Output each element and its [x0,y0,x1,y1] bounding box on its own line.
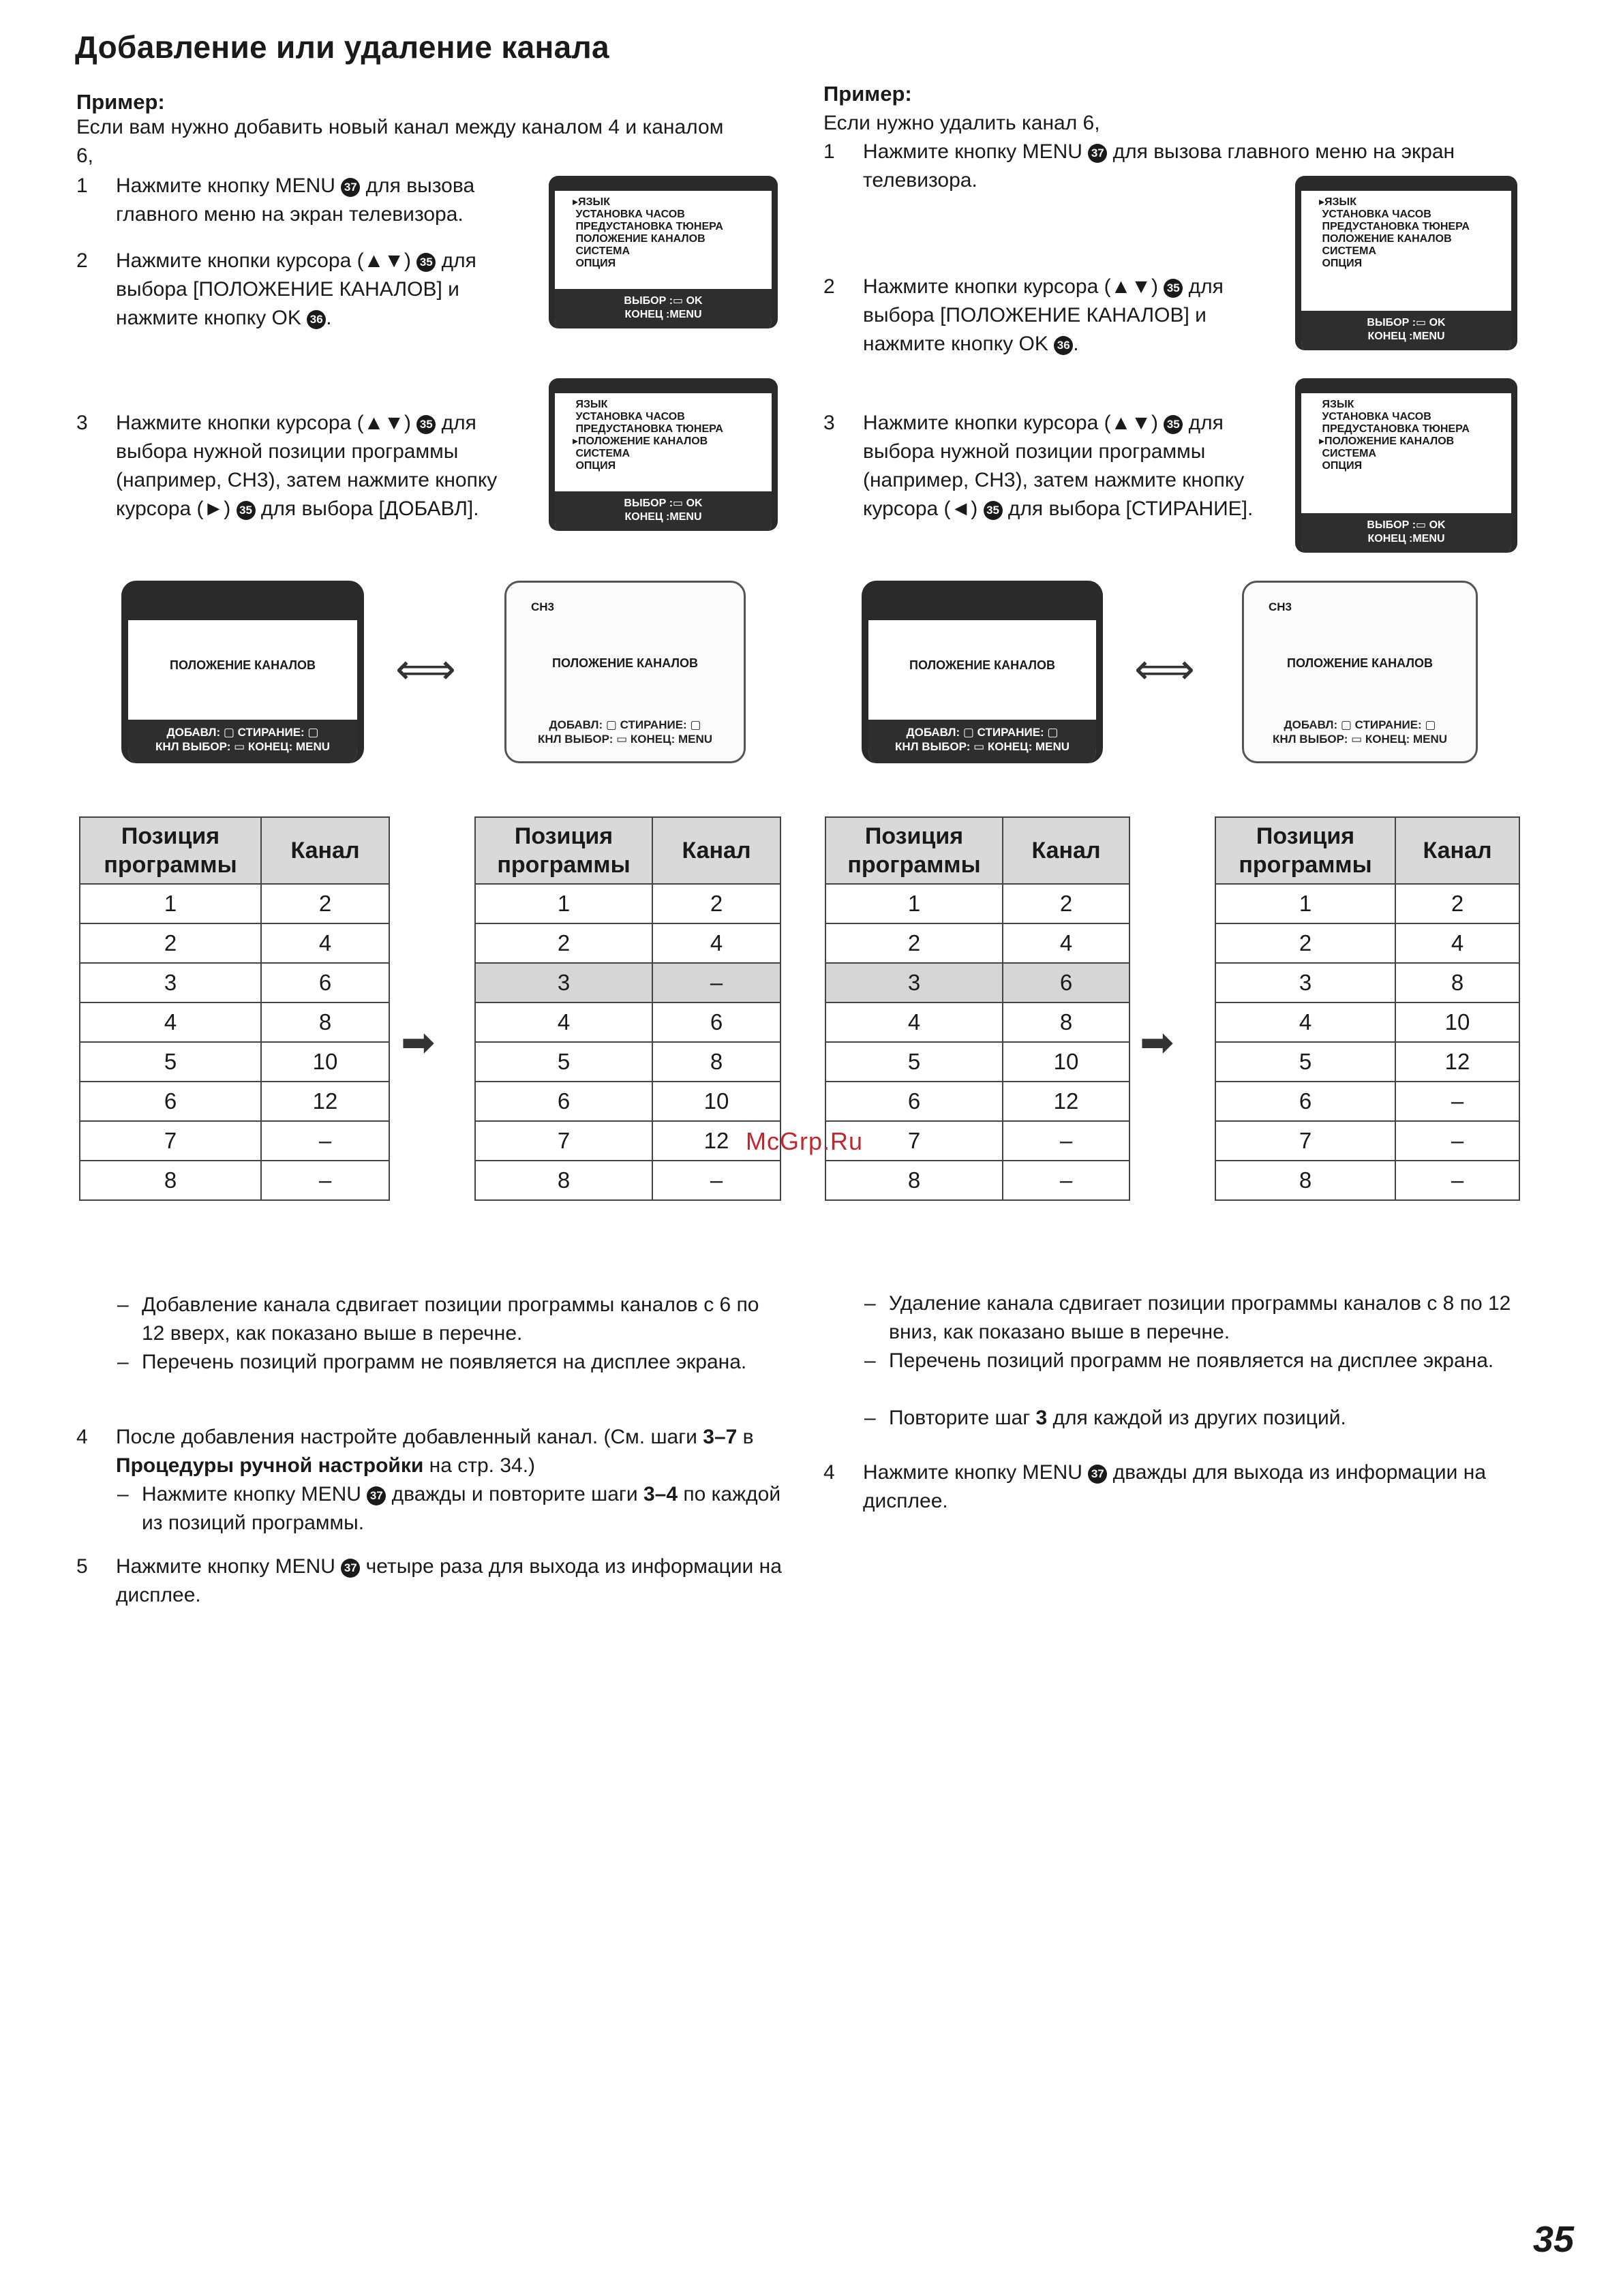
button-35-callout: 35 [237,501,256,520]
table-row: 6 – [1215,1082,1519,1121]
button-37-callout: 37 [1088,144,1107,163]
menu-pointer-icon: ▸ [1319,196,1325,208]
menu-items: ▸ЯЗЫК УСТАНОВКА ЧАСОВ ПРЕДУСТАНОВКА ТЮНЕРА ПОЛОЖЕНИЕ КАНАЛОВ СИСТЕМА ОПЦИЯ [1319,196,1470,269]
button-37-callout: 37 [341,1559,360,1578]
add-step-2: 2 Нажмите кнопки курсора (▲▼) 35 для выбора [ПОЛОЖЕНИЕ КАНАЛОВ] и нажмите кнопку OK 36 . [76,249,476,329]
button-37-callout: 37 [1088,1465,1107,1484]
tv-channel-screen-dark: CH3 ПОЛОЖЕНИЕ КАНАЛОВ ДОБАВЛ: ▢ СТИРАНИЕ: ▢ КНЛ ВЫБОР: ▭ КОНЕЦ: MENU [121,581,364,763]
button-35-callout: 35 [416,415,436,434]
add-intro: Если вам нужно добавить новый канал между каналом 4 и каналом 6, [76,116,724,167]
menu-footer: ВЫБОР :▭ OK КОНЕЦ :MENU [549,289,778,328]
watermark: McGrp.Ru [746,1127,864,1155]
tv-channel-screen-light: CH3 ПОЛОЖЕНИЕ КАНАЛОВ ДОБАВЛ: ▢ СТИРАНИЕ: ▢ КНЛ ВЫБОР: ▭ КОНЕЦ: MENU [1242,581,1478,763]
button-36-callout: 36 [1054,336,1073,355]
table-row: 1 2 [825,884,1129,923]
del-step-2: 2 Нажмите кнопки курсора (▲▼) 35 для выбора [ПОЛОЖЕНИЕ КАНАЛОВ] и нажмите кнопку OK 36 . [823,275,1224,355]
table-row: 3 6 [80,963,389,1002]
table-row: 5 8 [475,1042,780,1082]
table-row: 6 12 [80,1082,389,1121]
del-note-2: – Перечень позиций программ не появляется на дисплее экрана. [864,1349,1494,1372]
tv-channel-screen-light: CH3 ПОЛОЖЕНИЕ КАНАЛОВ ДОБАВЛ: ▢ СТИРАНИЕ: ▢ КНЛ ВЫБОР: ▭ КОНЕЦ: MENU [504,581,746,763]
add-note-1: – Добавление канала сдвигает позиции программы каналов с 6 по 12 вверх, как показано выше в перечне. [117,1294,759,1345]
table-row: 3 8 [1215,963,1519,1002]
table-row: 2 4 [1215,923,1519,963]
del-intro: Если нужно удалить канал 6, [823,112,1100,134]
add-step-3: 3 Нажмите кнопки курсора (▲▼) 35 для выбора нужной позиции программы (например, CH3), затем нажмите кнопку курсора (►) 35 для выбора [ДОБАВЛ]. [76,412,498,520]
add-table-after: Позиция программы Канал 1 2 2 4 3 – 4 6 5 8 6 10 7 12 8 – [474,816,781,1201]
menu-footer: ВЫБОР :▭ OK КОНЕЦ :MENU [1295,311,1517,350]
table-row: 1 2 [1215,884,1519,923]
menu-pointer-icon: ▸ [573,435,579,447]
table-row: 8 – [475,1161,780,1200]
table-row: 5 12 [1215,1042,1519,1082]
add-step-4: 4 После добавления настройте добавленный канал. (См. шаги 3–7 в Процедуры ручной настройки на стр. 34.) [76,1426,754,1477]
table-row: 2 4 [475,923,780,963]
table-row: 7 12 [475,1121,780,1161]
del-example-label: Пример: [823,82,912,106]
table-row: 8 – [80,1161,389,1200]
button-37-callout: 37 [341,178,360,197]
table-row: 7 – [80,1121,389,1161]
add-example-label: Пример: [76,90,165,114]
swap-arrow-icon: ⟺ [1134,646,1195,693]
table-row-highlighted: 3 6 [825,963,1129,1002]
tv-channel-screen-dark: CH3 ПОЛОЖЕНИЕ КАНАЛОВ ДОБАВЛ: ▢ СТИРАНИЕ: ▢ КНЛ ВЫБОР: ▭ КОНЕЦ: MENU [862,581,1103,763]
page-number: 35 [1532,2219,1574,2260]
table-row: 7 – [825,1121,1129,1161]
menu-pointer-icon: ▸ [573,196,579,208]
table-row: 5 10 [80,1042,389,1082]
add-step-5: 5 Нажмите кнопку MENU 37 четыре раза для выхода из информации на дисплее. [76,1555,782,1606]
add-step-4-note: – Нажмите кнопку MENU 37 дважды и повторите шаги 3–4 по каждой из позиций программы. [117,1483,781,1534]
right-arrow-icon: ➡ [401,1020,436,1065]
button-35-callout: 35 [1164,279,1183,298]
add-table-before: Позиция программы Канал 1 2 2 4 3 6 4 8 5 10 6 12 7 – 8 – [79,816,390,1201]
add-step-1: 1 Нажмите кнопку MENU 37 для вызова главного меню на экран телевизора. [76,174,475,226]
table-row: 4 10 [1215,1002,1519,1042]
table-row: 1 2 [80,884,389,923]
table-row: 5 10 [825,1042,1129,1082]
menu-items: ▸ЯЗЫК УСТАНОВКА ЧАСОВ ПРЕДУСТАНОВКА ТЮНЕРА ПОЛОЖЕНИЕ КАНАЛОВ СИСТЕМА ОПЦИЯ [573,196,723,269]
button-35-callout: 35 [984,501,1003,520]
table-row: 1 2 [475,884,780,923]
table-row: 4 6 [475,1002,780,1042]
del-step-3: 3 Нажмите кнопки курсора (▲▼) 35 для выбора нужной позиции программы (например, CH3), затем нажмите кнопку курсора (◄) 35 для выбора [СТИРАНИЕ]. [823,412,1254,520]
tv-menu-screen: МЕНЮ ▸ЯЗЫК УСТАНОВКА ЧАСОВ ПРЕДУСТАНОВКА ТЮНЕРА ПОЛОЖЕНИЕ КАНАЛОВ СИСТЕМА ОПЦИЯ ВЫБОР :▭ OK КОНЕЦ :MENU [549,176,778,328]
table-row: 6 12 [825,1082,1129,1121]
right-arrow-icon: ➡ [1140,1020,1174,1065]
table-row: 8 – [825,1161,1129,1200]
table-row: 7 – [1215,1121,1519,1161]
button-36-callout: 36 [307,310,326,329]
button-35-callout: 35 [1164,415,1183,434]
tv-menu-screen: МЕНЮ ▸ЯЗЫК УСТАНОВКА ЧАСОВ ПРЕДУСТАНОВКА ТЮНЕРА ПОЛОЖЕНИЕ КАНАЛОВ СИСТЕМА ОПЦИЯ ВЫБОР :▭ OK КОНЕЦ :MENU [1295,176,1517,350]
menu-footer: ВЫБОР :▭ OK КОНЕЦ :MENU [549,491,778,531]
add-note-2: – Перечень позиций программ не появляется на дисплее экрана. [117,1351,747,1373]
table-row: 2 4 [825,923,1129,963]
page-title: Добавление или удаление канала [75,29,609,65]
del-note-1: – Удаление канала сдвигает позиции программы каналов с 8 по 12 вниз, как показано выше в перечне. [864,1292,1511,1343]
table-row: 4 8 [80,1002,389,1042]
menu-items: ЯЗЫК УСТАНОВКА ЧАСОВ ПРЕДУСТАНОВКА ТЮНЕРА ▸ПОЛОЖЕНИЕ КАНАЛОВ СИСТЕМА ОПЦИЯ [573,399,723,472]
table-row: 6 10 [475,1082,780,1121]
menu-items: ЯЗЫК УСТАНОВКА ЧАСОВ ПРЕДУСТАНОВКА ТЮНЕРА ▸ПОЛОЖЕНИЕ КАНАЛОВ СИСТЕМА ОПЦИЯ [1319,399,1470,472]
table-row: 2 4 [80,923,389,963]
del-table-before: Позиция программы Канал 1 2 2 4 3 6 4 8 5 10 6 12 7 – 8 – [825,816,1130,1201]
menu-pointer-icon: ▸ [1319,435,1325,447]
swap-arrow-icon: ⟺ [395,646,456,693]
menu-footer: ВЫБОР :▭ OK КОНЕЦ :MENU [1295,513,1517,553]
del-note-3: – Повторите шаг 3 для каждой из других позиций. [864,1407,1346,1429]
table-row-highlighted: 3 – [475,963,780,1002]
del-table-after: Позиция программы Канал 1 2 2 4 3 8 4 10 5 12 6 – 7 – 8 – [1215,816,1520,1201]
table-row: 8 – [1215,1161,1519,1200]
button-35-callout: 35 [416,253,436,272]
table-row: 4 8 [825,1002,1129,1042]
tv-menu-screen: МЕНЮ ЯЗЫК УСТАНОВКА ЧАСОВ ПРЕДУСТАНОВКА ТЮНЕРА ▸ПОЛОЖЕНИЕ КАНАЛОВ СИСТЕМА ОПЦИЯ ВЫБОР :▭ OK КОНЕЦ :MENU [1295,378,1517,553]
del-step-4: 4 Нажмите кнопку MENU 37 дважды для выхода из информации на дисплее. [823,1461,1487,1512]
tv-menu-screen: МЕНЮ ЯЗЫК УСТАНОВКА ЧАСОВ ПРЕДУСТАНОВКА ТЮНЕРА ▸ПОЛОЖЕНИЕ КАНАЛОВ СИСТЕМА ОПЦИЯ ВЫБОР :▭ OK КОНЕЦ :MENU [549,378,778,531]
button-37-callout: 37 [367,1486,386,1505]
del-step-1: 1 Нажмите кнопку MENU 37 для вызова главного меню на экран телевизора. [823,140,1455,192]
